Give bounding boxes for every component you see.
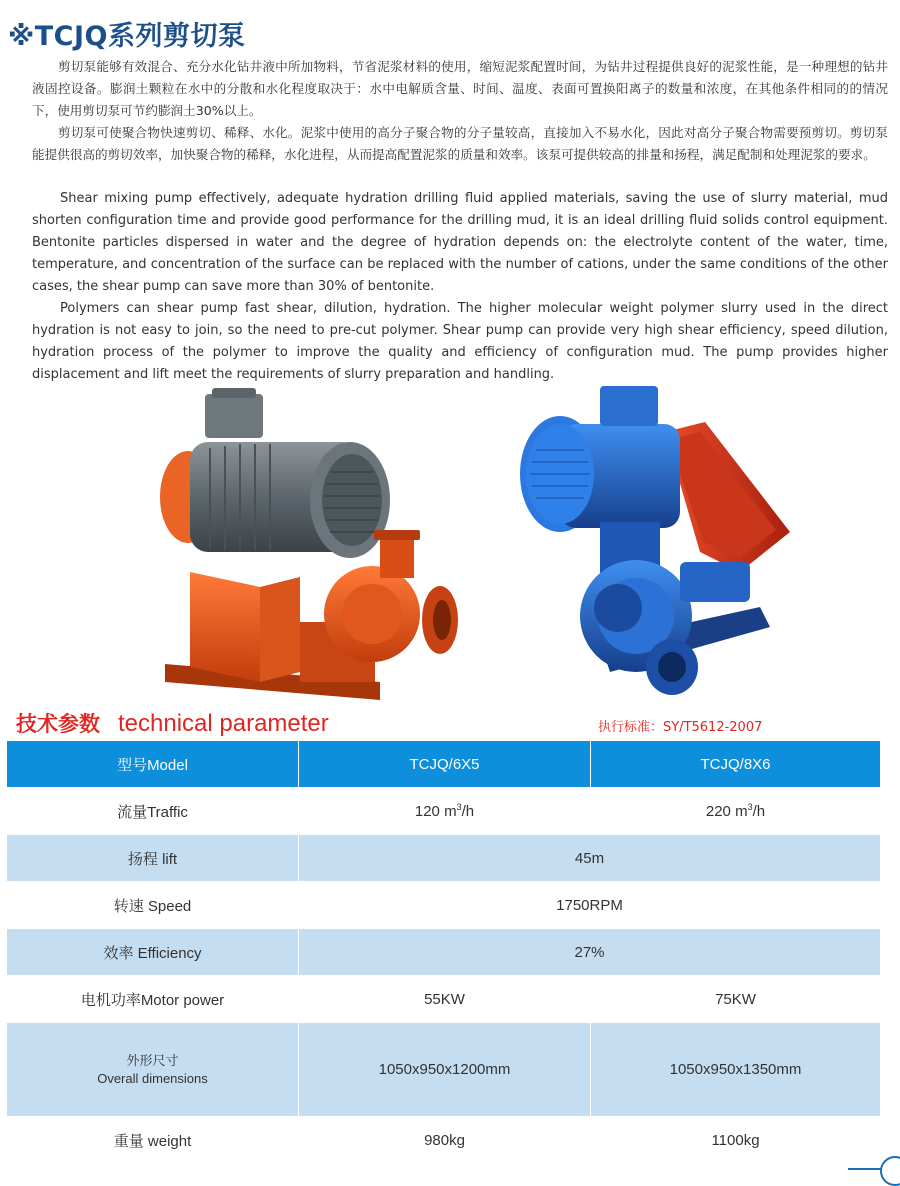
lift-value: 45m	[299, 835, 881, 882]
page-corner-mark	[880, 1156, 900, 1186]
traffic-value-2	[591, 788, 881, 835]
traffic-value-2-unit: /h	[752, 803, 766, 820]
table-row	[7, 1023, 881, 1117]
traffic-value-1	[299, 788, 591, 835]
table-header-row	[7, 741, 881, 788]
header-model-2: TCJQ/8X6	[591, 741, 881, 788]
intro-paragraph-cn-2: 剪切泵可使聚合物快速剪切、稀释、水化。泥浆中使用的高分子聚合物的分子量较高，直接加入不易水化，因此对高分子聚合物需要预剪切。剪切泵能提供很高的剪切效率，加快聚合物的稀释，水化进程，从而提高配置泥浆的质量和效率。该泵可提供较高的排量和扬程，满足配制和处理泥浆的要求。	[32, 125, 888, 162]
row-label-lift: 扬程 lift	[7, 835, 299, 882]
orange-shear-pump-image	[160, 388, 458, 700]
intro-paragraph-en-1: Shear mixing pump effectively, adequate hydration drilling fluid applied materials, saving the use of slurry material, mud shorten configuration time and provide good performance for the drilling mud, it is an ideal drilling fluid solids control equipment. Bentonite particles dispersed in water and the degree of hydration depends on: the electrolyte content of the water, time, temperature, and concentration of the surface can be replaced with the number of cations, under the same conditions of the other cases, the shear pump can save more than 30% of bentonite.	[32, 191, 888, 294]
section-heading	[16, 708, 329, 738]
execution-standard: 执行标准：SY/T5612-2007	[598, 720, 763, 735]
dimensions-value-1: 1050x950x1200mm	[299, 1023, 591, 1117]
row-label-weight: 重量 weight	[7, 1117, 299, 1164]
table-row	[7, 976, 881, 1023]
row-label-speed: 转速 Speed	[7, 882, 299, 929]
blue-shear-pump-image	[520, 386, 790, 695]
row-label-dimensions-cn: 外形尺寸	[126, 1052, 179, 1068]
intro-paragraph-en-2: Polymers can shear pump fast shear, dilution, hydration. The higher molecular weight polymer slurry used in the direct hydration is not easy to join, so the need to pre-cut polymer. Shear pump can provide very high shear efficiency, speed dilution, hydration process of the polymer to improve the quality and efficiency of configuration mud. The pump provides higher displacement and lift meet the requirements of slurry preparation and handling.	[32, 301, 888, 382]
row-label-efficiency: 效率 Efficiency	[7, 929, 299, 976]
traffic-value-2-sup: 3	[747, 802, 753, 812]
technical-parameter-table	[6, 740, 881, 1164]
table-row	[7, 835, 881, 882]
table-row	[7, 929, 881, 976]
weight-value-1: 980kg	[299, 1117, 591, 1164]
section-heading-cn: 技术参数	[16, 713, 100, 736]
table-row	[7, 788, 881, 835]
traffic-value-2-num: 220 m	[705, 803, 748, 820]
header-model-1: TCJQ/6X5	[299, 741, 591, 788]
traffic-value-1-unit: /h	[461, 803, 475, 820]
intro-paragraph-cn-1: 剪切泵能够有效混合、充分水化钻井液中所加物料，节省泥浆材料的使用，缩短泥浆配置时间，为钻井过程提供良好的泥浆性能，是一种理想的钻井液固控设备。膨润土颗粒在水中的分散和水化程度取决于：水中电解质含量、时间、温度、表面可置换阳离子的数量和浓度，在其他条件相同的的情况下，使用剪切泵可节约膨润土30%以上。	[32, 59, 888, 118]
traffic-value-1-sup: 3	[456, 802, 462, 812]
pump-photos	[0, 382, 900, 712]
efficiency-value: 27%	[299, 929, 881, 976]
weight-value-2: 1100kg	[591, 1117, 881, 1164]
motor-power-value-2: 75KW	[591, 976, 881, 1023]
row-label-traffic: 流量Traffic	[7, 788, 299, 835]
traffic-value-1-num: 120 m	[414, 803, 457, 820]
row-label-dimensions	[7, 1023, 299, 1117]
dimensions-value-2: 1050x950x1350mm	[591, 1023, 881, 1117]
row-label-motor-power: 电机功率Motor power	[7, 976, 299, 1023]
table-row	[7, 1117, 881, 1164]
section-heading-en: technical parameter	[118, 710, 329, 737]
speed-value: 1750RPM	[299, 882, 881, 929]
page-title: ※TCJQ系列剪切泵	[8, 21, 246, 52]
header-model: 型号Model	[7, 741, 299, 788]
row-label-dimensions-en: Overall dimensions	[97, 1070, 208, 1086]
table-row	[7, 882, 881, 929]
motor-power-value-1: 55KW	[299, 976, 591, 1023]
